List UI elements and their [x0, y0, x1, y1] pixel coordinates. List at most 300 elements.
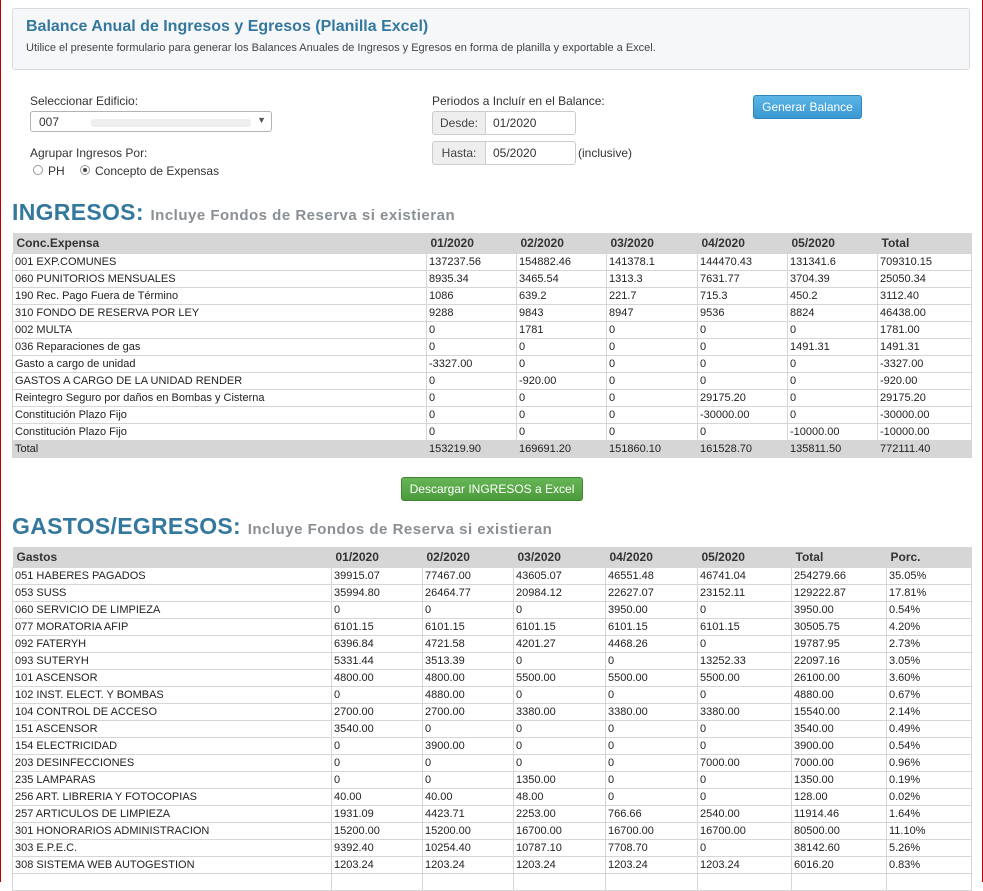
table-cell: 102 INST. ELECT. Y BOMBAS	[13, 687, 332, 704]
table-cell: 0	[517, 424, 607, 441]
table-row	[13, 653, 972, 670]
table-cell: 15540.00	[792, 704, 887, 721]
table-cell: 77467.00	[423, 568, 514, 585]
column-header: 04/2020	[698, 233, 788, 254]
table-cell: 3704.39	[788, 271, 878, 288]
table-cell: 0	[427, 424, 517, 441]
column-header: 01/2020	[427, 233, 517, 254]
table-cell: 093 SUTERYH	[13, 653, 332, 670]
column-header: Porc.	[887, 547, 972, 568]
ingresos-note: Incluye Fondos de Reserva si existieran	[150, 207, 456, 224]
table-cell: 0	[427, 390, 517, 407]
table-cell: 060 SERVICIO DE LIMPIEZA	[13, 602, 332, 619]
table-cell	[698, 874, 792, 891]
table-cell: 5500.00	[606, 670, 698, 687]
table-row	[13, 789, 972, 806]
table-cell: 4721.58	[423, 636, 514, 653]
ingresos-table	[12, 233, 972, 458]
table-cell	[606, 874, 698, 891]
table-cell: 0.19%	[887, 772, 972, 789]
gastos-heading-text: GASTOS/EGRESOS:	[12, 513, 242, 539]
table-cell: 3513.39	[423, 653, 514, 670]
table-cell: 2700.00	[332, 704, 423, 721]
table-cell: 0	[514, 755, 606, 772]
gastos-note: Incluye Fondos de Reserva si existieran	[247, 521, 553, 538]
column-header: 02/2020	[517, 233, 607, 254]
table-cell: 3950.00	[606, 602, 698, 619]
table-cell: 0	[517, 390, 607, 407]
table-cell: 8935.34	[427, 271, 517, 288]
table-cell: 4423.71	[423, 806, 514, 823]
table-row	[13, 254, 972, 271]
table-cell: Constitución Plazo Fijo	[13, 424, 427, 441]
table-cell: 5.26%	[887, 840, 972, 857]
table-cell: 060 PUNITORIOS MENSUALES	[13, 271, 427, 288]
table-cell: 2.73%	[887, 636, 972, 653]
table-cell: 40.00	[423, 789, 514, 806]
table-cell: 190 Rec. Pago Fuera de Término	[13, 288, 427, 305]
table-cell: 7000.00	[792, 755, 887, 772]
table-cell: 6016.20	[792, 857, 887, 874]
table-cell: 3380.00	[698, 704, 792, 721]
table-row	[13, 874, 972, 891]
table-cell: 35.05%	[887, 568, 972, 585]
generate-balance-button[interactable]: Generar Balance	[753, 95, 862, 119]
table-cell: 4800.00	[423, 670, 514, 687]
table-cell: 3950.00	[792, 602, 887, 619]
table-cell: 0	[698, 721, 792, 738]
table-cell: 3900.00	[792, 738, 887, 755]
table-row	[13, 288, 972, 305]
table-cell: 128.00	[792, 789, 887, 806]
table-cell	[332, 874, 423, 891]
table-cell: 0	[517, 356, 607, 373]
radio-ph[interactable]	[33, 165, 43, 175]
table-cell: 10787.10	[514, 840, 606, 857]
page-title: Balance Anual de Ingresos y Egresos (Planilla Excel)	[26, 18, 429, 35]
table-cell: 4880.00	[423, 687, 514, 704]
table-cell: 2700.00	[423, 704, 514, 721]
ingresos-heading-text: INGRESOS:	[12, 199, 144, 225]
table-row	[13, 704, 972, 721]
table-cell: 051 HABERES PAGADOS	[13, 568, 332, 585]
table-cell: 3.05%	[887, 653, 972, 670]
table-cell: 709310.15	[878, 254, 972, 271]
table-cell: 151 ASCENSOR	[13, 721, 332, 738]
gastos-heading	[12, 513, 552, 540]
table-cell: 0.83%	[887, 857, 972, 874]
table-row	[13, 619, 972, 636]
table-cell: Gasto a cargo de unidad	[13, 356, 427, 373]
table-row	[13, 390, 972, 407]
table-cell: 053 SUSS	[13, 585, 332, 602]
table-row	[13, 857, 972, 874]
table-cell: 0	[698, 339, 788, 356]
table-cell: 10254.40	[423, 840, 514, 857]
table-cell: 0	[698, 373, 788, 390]
gastos-table	[12, 547, 972, 891]
table-cell: 101 ASCENSOR	[13, 670, 332, 687]
column-header: 04/2020	[606, 547, 698, 568]
table-cell: 1203.24	[698, 857, 792, 874]
table-cell: 0	[606, 755, 698, 772]
from-addon: Desde:	[432, 111, 486, 135]
table-cell: 0	[698, 687, 792, 704]
table-cell: 0	[514, 602, 606, 619]
table-cell: 6101.15	[514, 619, 606, 636]
radio-concepto-expensas[interactable]	[80, 165, 90, 175]
table-cell: 254279.66	[792, 568, 887, 585]
table-cell: 20984.12	[514, 585, 606, 602]
table-cell: 39915.07	[332, 568, 423, 585]
table-cell: 3540.00	[332, 721, 423, 738]
table-cell: 0	[607, 390, 698, 407]
table-cell: 1086	[427, 288, 517, 305]
table-cell: 0	[698, 772, 792, 789]
table-cell: 40.00	[332, 789, 423, 806]
table-cell: 22627.07	[606, 585, 698, 602]
total-cell: 151860.10	[607, 441, 698, 458]
table-cell: 80500.00	[792, 823, 887, 840]
table-cell: 7708.70	[606, 840, 698, 857]
total-cell: 772111.40	[878, 441, 972, 458]
table-cell: 221.7	[607, 288, 698, 305]
column-header: Total	[792, 547, 887, 568]
table-cell: 6101.15	[698, 619, 792, 636]
table-row	[13, 305, 972, 322]
table-cell: 310 FONDO DE RESERVA POR LEY	[13, 305, 427, 322]
table-cell	[792, 874, 887, 891]
table-cell: 0	[606, 721, 698, 738]
table-cell: 6101.15	[423, 619, 514, 636]
table-cell: 0.49%	[887, 721, 972, 738]
table-row	[13, 670, 972, 687]
table-cell: 0	[514, 687, 606, 704]
table-cell: 0	[423, 602, 514, 619]
table-row	[13, 687, 972, 704]
table-cell: 257 ARTICULOS DE LIMPIEZA	[13, 806, 332, 823]
table-cell: 0	[606, 738, 698, 755]
table-row	[13, 772, 972, 789]
table-cell: 7631.77	[698, 271, 788, 288]
table-row	[13, 271, 972, 288]
table-cell: 16700.00	[514, 823, 606, 840]
table-cell: 4.20%	[887, 619, 972, 636]
table-cell: 001 EXP.COMUNES	[13, 254, 427, 271]
table-cell: 766.66	[606, 806, 698, 823]
table-cell: 3.60%	[887, 670, 972, 687]
table-cell: 450.2	[788, 288, 878, 305]
download-ingresos-excel-button[interactable]: Descargar INGRESOS a Excel	[401, 477, 583, 501]
table-cell: 4468.26	[606, 636, 698, 653]
table-cell: 0	[698, 840, 792, 857]
table-cell: 1781	[517, 322, 607, 339]
to-addon: Hasta:	[432, 141, 486, 165]
table-cell: 11914.46	[792, 806, 887, 823]
total-cell: 153219.90	[427, 441, 517, 458]
table-row	[13, 721, 972, 738]
table-cell: 5331.44	[332, 653, 423, 670]
table-cell: 38142.60	[792, 840, 887, 857]
table-cell: 1350.00	[514, 772, 606, 789]
table-cell: 25050.34	[878, 271, 972, 288]
table-cell: 3380.00	[606, 704, 698, 721]
building-label: Seleccionar Edificio:	[30, 94, 139, 108]
table-cell: 8947	[607, 305, 698, 322]
table-cell: 0	[606, 653, 698, 670]
table-cell: 0	[788, 356, 878, 373]
table-cell: 0	[427, 407, 517, 424]
column-header: 02/2020	[423, 547, 514, 568]
table-cell: 5500.00	[514, 670, 606, 687]
table-cell: 3465.54	[517, 271, 607, 288]
table-cell: 9843	[517, 305, 607, 322]
table-cell: 1203.24	[606, 857, 698, 874]
table-cell: 0	[332, 738, 423, 755]
table-row	[13, 339, 972, 356]
table-cell: 46551.48	[606, 568, 698, 585]
building-select[interactable]	[30, 111, 272, 132]
table-cell: 2.14%	[887, 704, 972, 721]
table-cell: 0	[607, 356, 698, 373]
table-cell: 6101.15	[606, 619, 698, 636]
table-cell: 154882.46	[517, 254, 607, 271]
table-row	[13, 602, 972, 619]
table-cell: 35994.80	[332, 585, 423, 602]
total-cell: 169691.20	[517, 441, 607, 458]
table-cell: 0	[427, 373, 517, 390]
table-cell: 1781.00	[878, 322, 972, 339]
table-cell: 11.10%	[887, 823, 972, 840]
table-cell: Constitución Plazo Fijo	[13, 407, 427, 424]
table-cell: 0	[788, 390, 878, 407]
table-cell: 0.54%	[887, 738, 972, 755]
table-cell: 4880.00	[792, 687, 887, 704]
table-cell	[423, 874, 514, 891]
table-cell: GASTOS A CARGO DE LA UNIDAD RENDER	[13, 373, 427, 390]
table-cell: 3900.00	[423, 738, 514, 755]
table-cell: 104 CONTROL DE ACCESO	[13, 704, 332, 721]
table-cell: -920.00	[517, 373, 607, 390]
table-cell: 129222.87	[792, 585, 887, 602]
table-cell: 0	[698, 424, 788, 441]
table-cell: 154 ELECTRICIDAD	[13, 738, 332, 755]
table-cell: 0	[332, 687, 423, 704]
table-cell: 16700.00	[698, 823, 792, 840]
table-cell: 131341.6	[788, 254, 878, 271]
table-cell	[13, 874, 332, 891]
table-cell: 3112.40	[878, 288, 972, 305]
column-header: Conc.Expensa	[13, 233, 427, 254]
table-cell: 1203.24	[423, 857, 514, 874]
table-cell: 26464.77	[423, 585, 514, 602]
table-cell: 0	[606, 789, 698, 806]
table-cell: 4201.27	[514, 636, 606, 653]
table-cell: 0	[607, 373, 698, 390]
table-total-row	[13, 441, 972, 458]
table-cell: 0	[698, 636, 792, 653]
table-cell: 715.3	[698, 288, 788, 305]
table-cell: 0	[788, 373, 878, 390]
table-cell: 15200.00	[423, 823, 514, 840]
table-cell: 23152.11	[698, 585, 792, 602]
table-cell: 9288	[427, 305, 517, 322]
table-cell: 036 Reparaciones de gas	[13, 339, 427, 356]
table-cell: -10000.00	[878, 424, 972, 441]
to-date-input[interactable]: 05/2020	[485, 141, 576, 165]
table-cell: 0	[332, 602, 423, 619]
table-cell: 9536	[698, 305, 788, 322]
total-cell: Total	[13, 441, 427, 458]
table-cell: 0	[427, 322, 517, 339]
table-cell: 077 MORATORIA AFIP	[13, 619, 332, 636]
building-select-value: 007	[39, 115, 60, 129]
periods-label: Periodos a Incluír en el Balance:	[432, 94, 605, 108]
table-cell: 0	[698, 789, 792, 806]
table-row	[13, 840, 972, 857]
table-cell: 0.96%	[887, 755, 972, 772]
column-header: 01/2020	[332, 547, 423, 568]
table-row	[13, 755, 972, 772]
table-cell: 46741.04	[698, 568, 792, 585]
table-cell: 1203.24	[514, 857, 606, 874]
table-cell: 1350.00	[792, 772, 887, 789]
table-cell: -30000.00	[698, 407, 788, 424]
table-cell: -920.00	[878, 373, 972, 390]
table-cell: 0.02%	[887, 789, 972, 806]
table-cell: 1203.24	[332, 857, 423, 874]
table-cell: 0	[606, 772, 698, 789]
table-cell: 0	[607, 339, 698, 356]
table-cell: 2253.00	[514, 806, 606, 823]
table-cell: 4800.00	[332, 670, 423, 687]
table-cell: 0	[788, 407, 878, 424]
table-cell	[887, 874, 972, 891]
table-cell: 0	[788, 322, 878, 339]
table-cell: 6101.15	[332, 619, 423, 636]
table-cell: 144470.43	[698, 254, 788, 271]
table-cell: 0	[332, 772, 423, 789]
column-header: 03/2020	[607, 233, 698, 254]
table-cell: 17.81%	[887, 585, 972, 602]
table-cell: 46438.00	[878, 305, 972, 322]
table-row	[13, 407, 972, 424]
page-subtitle: Utilice el presente formulario para generar los Balances Anuales de Ingresos y Egresos en forma de planilla y exportable a Excel.	[26, 42, 656, 54]
table-cell: 0	[517, 339, 607, 356]
table-row	[13, 823, 972, 840]
radio-concepto-expensas-label: Concepto de Expensas	[95, 164, 220, 178]
table-cell: Reintegro Seguro por daños en Bombas y Cisterna	[13, 390, 427, 407]
table-cell: 0	[698, 602, 792, 619]
table-cell: 0	[427, 339, 517, 356]
inclusive-note: (inclusive)	[578, 146, 633, 160]
table-cell: 235 LAMPARAS	[13, 772, 332, 789]
from-date-input[interactable]: 01/2020	[485, 111, 576, 135]
table-cell: 203 DESINFECCIONES	[13, 755, 332, 772]
table-row	[13, 373, 972, 390]
column-header: 05/2020	[698, 547, 792, 568]
radio-ph-label: PH	[48, 164, 65, 178]
table-cell: 137237.56	[427, 254, 517, 271]
table-cell: 3380.00	[514, 704, 606, 721]
table-cell: 0	[423, 755, 514, 772]
table-row	[13, 806, 972, 823]
ingresos-heading	[12, 199, 455, 226]
table-cell: 0	[698, 738, 792, 755]
table-cell: 0	[514, 653, 606, 670]
table-cell: 1.64%	[887, 806, 972, 823]
table-cell: 308 SISTEMA WEB AUTOGESTION	[13, 857, 332, 874]
table-cell: 15200.00	[332, 823, 423, 840]
table-cell: 0	[607, 424, 698, 441]
table-cell	[514, 874, 606, 891]
table-cell: 0.67%	[887, 687, 972, 704]
table-cell: 3540.00	[792, 721, 887, 738]
table-cell: 0	[332, 755, 423, 772]
table-cell: 0	[423, 721, 514, 738]
column-header: 05/2020	[788, 233, 878, 254]
table-cell: 29175.20	[878, 390, 972, 407]
table-cell: 48.00	[514, 789, 606, 806]
column-header: Gastos	[13, 547, 332, 568]
table-cell: 22097.16	[792, 653, 887, 670]
table-cell: 0	[517, 407, 607, 424]
table-cell: 303 E.P.E.C.	[13, 840, 332, 857]
table-cell: 26100.00	[792, 670, 887, 687]
table-cell: 29175.20	[698, 390, 788, 407]
table-cell: 7000.00	[698, 755, 792, 772]
table-cell: -3327.00	[878, 356, 972, 373]
total-cell: 161528.70	[698, 441, 788, 458]
table-row	[13, 322, 972, 339]
table-cell: 8824	[788, 305, 878, 322]
table-cell: 0	[698, 322, 788, 339]
table-cell: 43605.07	[514, 568, 606, 585]
table-row	[13, 585, 972, 602]
table-cell: 0	[698, 356, 788, 373]
table-cell: 13252.33	[698, 653, 792, 670]
table-cell: 0	[514, 721, 606, 738]
page-header-panel	[12, 8, 970, 70]
table-cell: 002 MULTA	[13, 322, 427, 339]
table-cell: 092 FATERYH	[13, 636, 332, 653]
table-cell: 5500.00	[698, 670, 792, 687]
table-cell: -30000.00	[878, 407, 972, 424]
table-cell: 2540.00	[698, 806, 792, 823]
table-cell: 0	[607, 407, 698, 424]
group-by-label: Agrupar Ingresos Por:	[30, 146, 148, 160]
table-row	[13, 738, 972, 755]
table-cell: 0	[423, 772, 514, 789]
column-header: 03/2020	[514, 547, 606, 568]
table-cell: 9392.40	[332, 840, 423, 857]
table-cell: 1491.31	[878, 339, 972, 356]
table-cell: 0	[514, 738, 606, 755]
table-row	[13, 424, 972, 441]
table-cell: 0	[607, 322, 698, 339]
column-header: Total	[878, 233, 972, 254]
table-row	[13, 568, 972, 585]
table-cell: 30505.75	[792, 619, 887, 636]
building-name-redacted	[91, 119, 251, 127]
table-cell: -3327.00	[427, 356, 517, 373]
chevron-down-icon: ▼	[257, 115, 266, 125]
table-cell: -10000.00	[788, 424, 878, 441]
table-cell: 6396.84	[332, 636, 423, 653]
table-cell: 0	[606, 687, 698, 704]
table-cell: 301 HONORARIOS ADMINISTRACION	[13, 823, 332, 840]
table-row	[13, 356, 972, 373]
